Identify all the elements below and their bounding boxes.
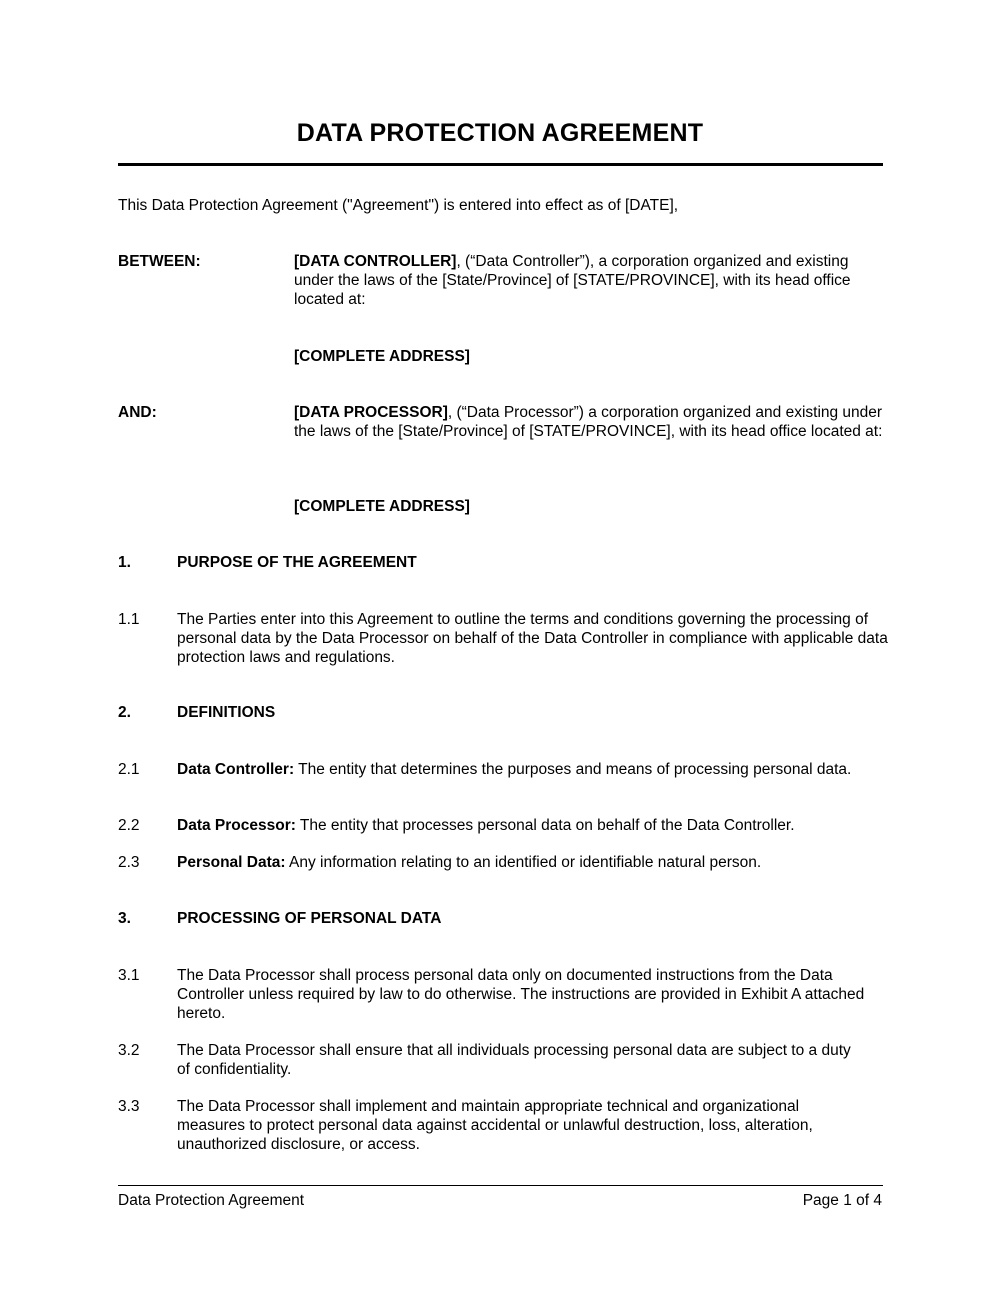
section-heading: DEFINITIONS <box>177 704 276 721</box>
processor-address: [COMPLETE ADDRESS] <box>294 498 470 515</box>
title-divider <box>118 163 883 166</box>
clause-text: The Data Processor shall process personal data only on documented instructions from the Data Controller unless required by law to do otherwise. The instructions are provided in Exhibit A attached hereto. <box>177 967 865 1022</box>
section-number: 1. <box>118 554 131 571</box>
clause-text: The Data Processor shall ensure that all individuals processing personal data are subject to a duty of confidentiality. <box>177 1042 851 1078</box>
section-number: 2. <box>118 704 131 721</box>
definition-term: Data Controller: <box>177 761 295 778</box>
and-label: AND: <box>118 404 157 421</box>
clause-number: 2.2 <box>118 817 140 834</box>
page-number: Page 1 of 4 <box>802 1192 882 1209</box>
definition-text: The entity that determines the purposes and means of processing personal data. <box>294 761 852 778</box>
section-number: 3. <box>118 910 131 927</box>
controller-paragraph <box>294 252 889 309</box>
definition-term: Personal Data: <box>177 854 286 871</box>
document-title: DATA PROTECTION AGREEMENT <box>296 119 704 147</box>
clause-number: 1.1 <box>118 611 140 628</box>
clause-number: 2.3 <box>118 854 140 871</box>
intro-paragraph: This Data Protection Agreement ("Agreement") is entered into effect as of [DATE], <box>118 197 679 214</box>
clause-text <box>177 760 857 779</box>
clause-text <box>177 853 889 872</box>
clause-number: 2.1 <box>118 761 140 778</box>
clause-text: The Data Processor shall implement and maintain appropriate technical and organizational measures to protect personal data against accidental or unlawful destruction, loss, alteration, unauthorized disclosure, or access. <box>177 1098 813 1153</box>
definition-text: Any information relating to an identified or identifiable natural person. <box>285 854 762 871</box>
controller-address: [COMPLETE ADDRESS] <box>294 348 470 365</box>
clause-text: The Parties enter into this Agreement to outline the terms and conditions governing the processing of personal data by the Data Processor on behalf of the Data Controller in compliance with applicable data protection laws and regulations. <box>177 611 888 666</box>
section-heading: PROCESSING OF PERSONAL DATA <box>177 910 442 927</box>
footer-document-name: Data Protection Agreement <box>118 1192 305 1209</box>
clause-number: 3.3 <box>118 1098 140 1115</box>
between-label: BETWEEN: <box>118 253 201 270</box>
definition-term: Data Processor: <box>177 817 296 834</box>
section-heading: PURPOSE OF THE AGREEMENT <box>177 554 417 571</box>
clause-text <box>177 816 889 835</box>
controller-text: , (“Data Controller”), a corporation organized and existing under the laws of the [State/Province] of [STATE/PROVINCE], with its head office located at: <box>294 253 851 308</box>
footer-divider <box>118 1185 883 1186</box>
definition-text: The entity that processes personal data on behalf of the Data Controller. <box>295 817 795 834</box>
clause-number: 3.1 <box>118 967 140 984</box>
controller-name: [DATA CONTROLLER] <box>294 253 457 270</box>
processor-name: [DATA PROCESSOR] <box>294 404 448 421</box>
processor-paragraph <box>294 403 889 441</box>
clause-number: 3.2 <box>118 1042 140 1059</box>
processor-text: , (“Data Processor”) a corporation organized and existing under the laws of the [State/Province] of [STATE/PROVINCE], with its head office located at: <box>294 404 883 440</box>
